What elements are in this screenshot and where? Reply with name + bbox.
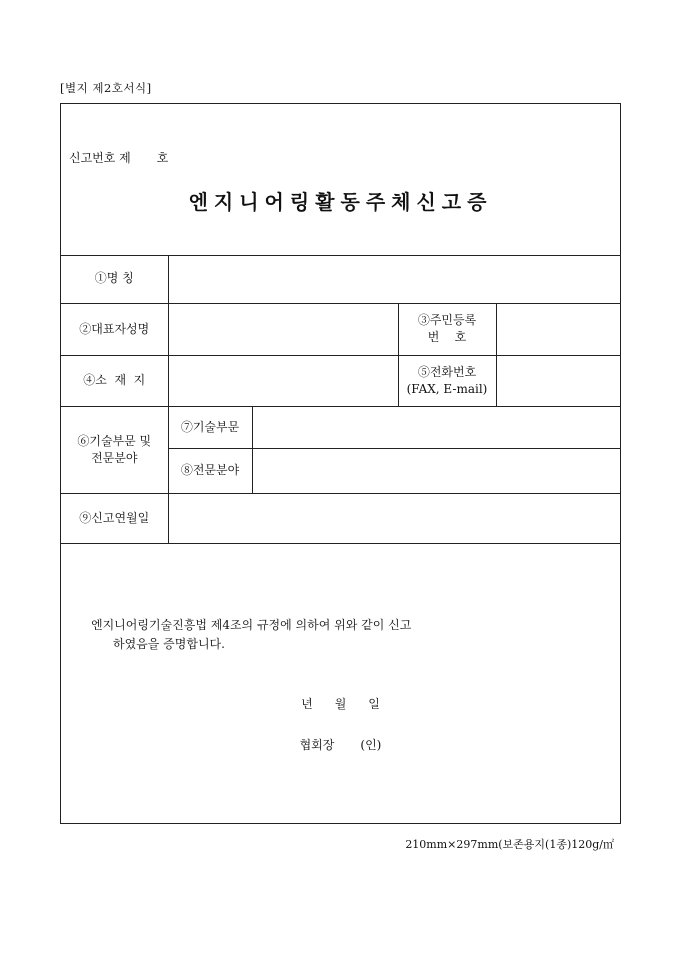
registration-number-prefix: 신고번호 제: [69, 151, 131, 165]
resident-number-value: [496, 303, 620, 355]
tech-sector-value: [252, 406, 620, 448]
representative-label: ②대표자성명: [61, 303, 168, 355]
address-label: ④소 재 지: [61, 355, 168, 406]
phone-value: [496, 355, 620, 406]
report-date-label: ⑨신고연월일: [61, 493, 168, 543]
registration-number: [69, 149, 168, 166]
certification-section: [61, 544, 620, 823]
statement-line-2: 하였음을 증명합니다.: [113, 637, 225, 651]
date-year: 년: [301, 697, 313, 711]
registration-table: [61, 255, 620, 544]
form-label: [별지 제2호서식]: [60, 81, 152, 95]
issue-date: [61, 695, 620, 712]
table-row: [61, 493, 620, 543]
table-row: [61, 406, 620, 448]
certificate-frame: [60, 103, 621, 824]
specialty-label: ⑧전문분야: [168, 448, 252, 493]
tech-sector-label: ⑦기술부문: [168, 406, 252, 448]
issuer-title: 협회장: [299, 738, 335, 752]
table-row: [61, 303, 620, 355]
resident-number-label: ③주민등록 번 호: [398, 303, 496, 355]
specialty-value: [252, 448, 620, 493]
table-row: [61, 355, 620, 406]
report-date-value: [168, 493, 620, 543]
registration-number-suffix: 호: [156, 151, 169, 165]
date-day: 일: [368, 697, 380, 711]
table-row: [61, 255, 620, 303]
statement-line-1: 엔지니어링기술진흥법 제4조의 규정에 의하여 위와 같이 신고: [91, 618, 412, 632]
name-label: ①명 칭: [61, 255, 168, 303]
certificate-title: 엔지니어링활동주체신고증: [188, 190, 493, 214]
representative-value: [168, 303, 398, 355]
seal-mark: (인): [360, 738, 382, 752]
phone-label: ⑤전화번호 (FAX, E-mail): [398, 355, 496, 406]
name-value: [168, 255, 620, 303]
address-value: [168, 355, 398, 406]
issuer-line: [61, 736, 620, 753]
certificate-header: [61, 104, 620, 256]
sector-label: ⑥기술부문 및 전문분야: [61, 406, 168, 493]
date-month: 월: [334, 697, 347, 711]
certification-statement: [91, 616, 411, 654]
paper-spec: 210mm×297mm(보존용지(1종)120g/㎡: [405, 838, 614, 851]
